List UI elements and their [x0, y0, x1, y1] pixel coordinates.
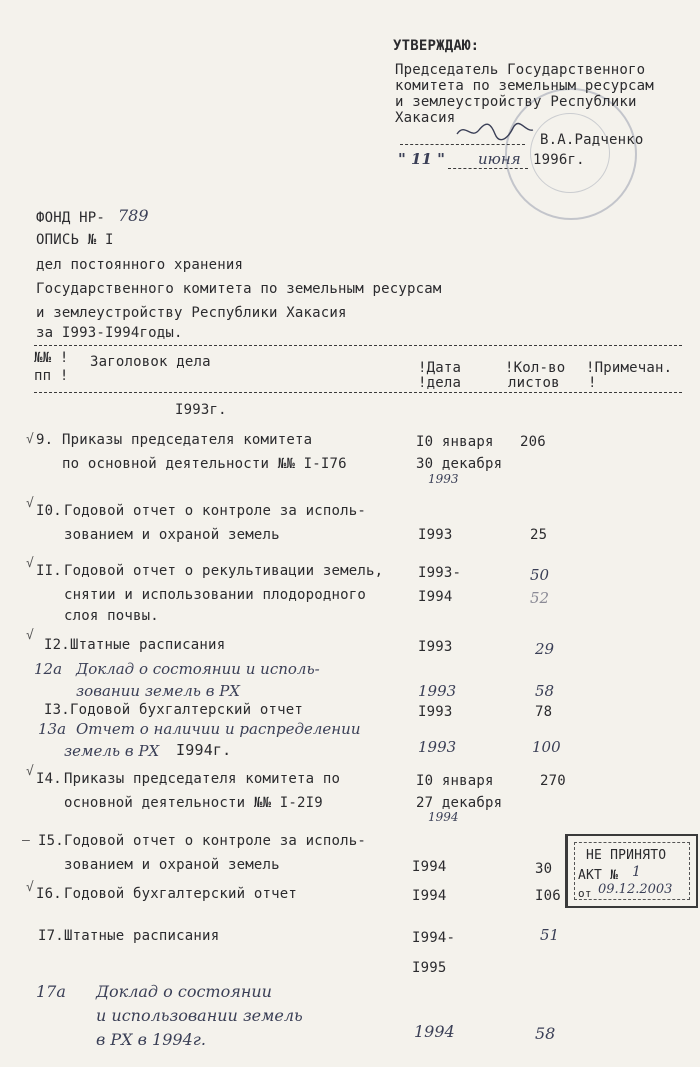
approval-label: УТВЕРЖДАЮ:: [393, 38, 480, 54]
check-mark: √: [26, 496, 34, 511]
row-15-num: I5.: [38, 833, 64, 849]
header-line-2: Государственного комитета по земельным ресурсам: [36, 281, 442, 297]
col-count-b: листов: [508, 375, 560, 391]
rejection-stamp: [565, 834, 698, 908]
col-date-a: !Дата: [418, 360, 462, 376]
row-10-title-2: зованием и охраной земель: [64, 527, 280, 543]
row-12a-count: 58: [535, 682, 555, 700]
check-mark: √: [26, 556, 34, 571]
row-12a-title-1: Доклад о состоянии и исполь-: [76, 660, 320, 678]
row-12a-date: 1993: [418, 682, 457, 700]
row-9-date-1: I0 января: [416, 434, 494, 450]
row-17-count: 51: [540, 926, 560, 944]
row-17-title: Штатные расписания: [64, 928, 220, 944]
row-14-title-1: Приказы председателя комитета по: [64, 771, 341, 787]
month-line: [448, 168, 528, 169]
check-mark: √: [26, 764, 34, 779]
row-16-count: I06: [535, 888, 561, 904]
row-11-date-2: I994: [418, 589, 453, 605]
row-9-date-2: 30 декабря: [416, 456, 503, 472]
stamp-title: НЕ ПРИНЯТО: [586, 848, 667, 863]
row-13a-title-1: Отчет о наличии и распределении: [76, 720, 361, 738]
header-line-4: за I993-I994годы.: [36, 325, 183, 341]
row-13a-num: 13а: [38, 720, 67, 738]
col-num-b: пп !: [34, 368, 69, 384]
row-11-title-1: Годовой отчет о рекультивации земель,: [64, 563, 384, 579]
row-16-date: I994: [412, 888, 447, 904]
row-14-count: 270: [540, 773, 566, 789]
row-13-date: I993: [418, 704, 453, 720]
header-top-rule: [34, 345, 682, 346]
row-17a-title-2: и использовании земель: [96, 1006, 303, 1025]
row-11-count-2: 52: [530, 589, 550, 607]
stamp-act-label: АКТ №: [578, 868, 619, 883]
row-12-num: I2.: [44, 637, 70, 653]
col-date-b: !дела: [418, 375, 462, 391]
col-title: Заголовок дела: [90, 354, 211, 370]
row-11-title-2: снятии и использовании плодородного: [64, 587, 367, 603]
row-16-title: Годовой бухгалтерский отчет: [64, 886, 297, 902]
row-16-num: I6.: [36, 886, 62, 902]
approval-year: 1996г.: [533, 152, 585, 168]
col-note-a: !Примечан.: [586, 360, 673, 376]
row-17a-date: 1994: [414, 1022, 455, 1041]
header-line-3: и землеустройству Республики Хакасия: [36, 305, 347, 321]
row-9-count: 206: [520, 434, 546, 450]
row-9-title-2: по основной деятельности №№ I-I76: [62, 456, 347, 472]
row-17a-title-3: в РХ в 1994г.: [96, 1030, 206, 1049]
row-17a-title-1: Доклад о состоянии: [96, 982, 272, 1001]
opis-label: ОПИСЬ № I: [36, 232, 114, 248]
row-14-date-1: I0 января: [416, 773, 494, 789]
header-bottom-rule: [34, 392, 682, 393]
check-mark: √: [26, 880, 34, 895]
header-line-1: дел постоянного хранения: [36, 257, 244, 273]
row-17-date-1: I994-: [412, 930, 456, 946]
stamp-date: 09.12.2003: [598, 882, 673, 897]
row-17a-num: 17а: [36, 982, 66, 1001]
row-14-date-2: 27 декабря: [416, 795, 503, 811]
approval-line-2: комитета по земельным ресурсам: [395, 78, 654, 94]
row-14-title-2: основной деятельности №№ I-2I9: [64, 795, 323, 811]
row-9-date-3: 1993: [428, 472, 459, 486]
dash-mark: –: [22, 833, 30, 848]
row-11-title-3: слоя почвы.: [64, 608, 159, 624]
approval-day: " 11 ": [398, 150, 445, 168]
row-13a-date: 1993: [418, 738, 457, 756]
row-12a-title-2: зовании земель в РХ: [76, 682, 240, 700]
approval-line-1: Председатель Государственного: [395, 62, 646, 78]
row-10-date: I993: [418, 527, 453, 543]
row-11-count: 50: [530, 566, 550, 584]
row-14-num: I4.: [36, 771, 62, 787]
row-13-num: I3.: [44, 702, 70, 718]
row-13-title: Годовой бухгалтерский отчет: [70, 702, 303, 718]
check-mark: √: [26, 432, 34, 447]
row-15-title-1: Годовой отчет о контроле за исполь-: [64, 833, 367, 849]
row-10-count: 25: [530, 527, 548, 543]
row-12-title: Штатные расписания: [70, 637, 226, 653]
row-13-count: 78: [535, 704, 553, 720]
col-num-a: №№ !: [34, 350, 69, 366]
signature: [455, 118, 535, 144]
row-13a-year: I994г.: [176, 741, 232, 759]
fond-number: 789: [118, 206, 149, 225]
row-11-num: II.: [36, 563, 62, 579]
approval-line-3: и землеустройству Республики: [395, 94, 637, 110]
row-11-date-1: I993-: [418, 565, 462, 581]
col-note-b: !: [588, 375, 597, 391]
approval-signer: В.А.Радченко: [540, 132, 644, 148]
row-14-date-3: 1994: [428, 810, 459, 824]
row-17-num: I7.: [38, 928, 64, 944]
row-12-count: 29: [535, 640, 555, 658]
row-15-count: 30: [535, 861, 553, 877]
fond-label: ФОНД НР-: [36, 210, 106, 226]
row-15-date: I994: [412, 859, 447, 875]
stamp-act-number: 1: [632, 864, 641, 880]
row-10-title-1: Годовой отчет о контроле за исполь-: [64, 503, 367, 519]
signature-line: [400, 144, 525, 145]
approval-line-4: Хакасия: [395, 110, 456, 126]
year-heading-1993: I993г.: [175, 402, 227, 418]
stamp-from-label: от: [578, 887, 592, 900]
row-17-date-2: I995: [412, 960, 447, 976]
row-13a-count: 100: [532, 738, 561, 756]
row-17a-count: 58: [535, 1024, 556, 1043]
row-15-title-2: зованием и охраной земель: [64, 857, 280, 873]
approval-month: июня: [478, 150, 521, 168]
col-count-a: !Кол-во: [505, 360, 566, 376]
row-12a-num: 12а: [34, 660, 63, 678]
row-13a-title-2: земель в РХ: [64, 742, 160, 760]
row-12-date: I993: [418, 639, 453, 655]
row-9-num: 9.: [36, 432, 54, 448]
row-9-title-1: Приказы председателя комитета: [62, 432, 313, 448]
row-10-num: I0.: [36, 503, 62, 519]
check-mark: √: [26, 628, 34, 643]
